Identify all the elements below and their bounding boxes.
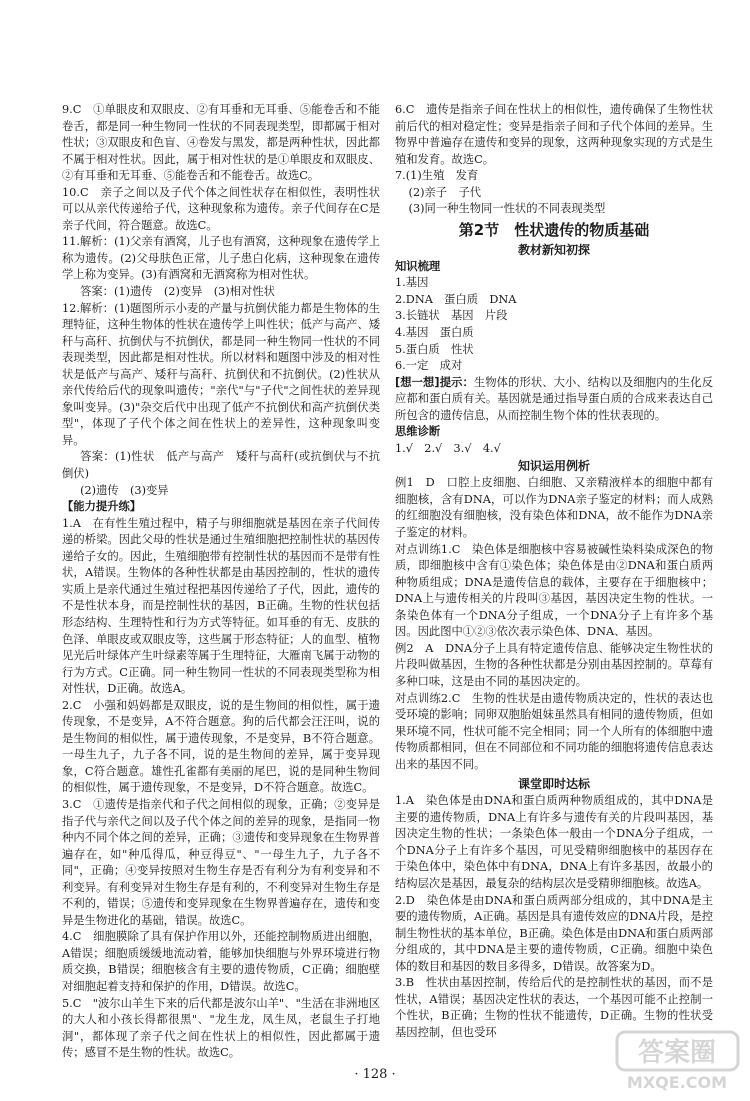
think-label: [想一想]提示： — [395, 375, 474, 389]
training-2: 对点训练2.C 生物的性状是由遗传物质决定的，性状的表达也受环境的影响；同卵双胞胎姐妹虽然具有相同的遗传物质，但如果环境不同，性状可能不完全相同；同一个人所有的体细胞中遗传物质都相同，但在不同部位和不同功能的细胞将遗传信息表达出来的基因不同。 — [395, 691, 713, 771]
page-number: · 128 · — [354, 1067, 396, 1082]
think-text: 生物体的形状、大小、结构以及细胞内的生化反应都和蛋白质有关。基因就是通过指导蛋白质的合成来表达自己所包含的遗传信息，从而控制生物个体的性状表现的。 — [395, 375, 713, 422]
subheading-new-knowledge: 教材新知初探 — [517, 242, 590, 257]
ability-answer-4: 4.C 细胞膜除了具有保护作用以外，还能控制物质进出细胞，A错误；细胞质缓缓地流动着，能够加快细胞与外界环境进行物质交换，B错误；细胞核含有主要的遗传物质，C正确；细胞壁对细胞起着支持和保护的作用，D错误。故选C。 — [62, 930, 380, 993]
knowledge-item-2: 2.DNA 蛋白质 DNA — [395, 292, 517, 306]
label-diagnosis: 思维诊断 — [395, 425, 441, 439]
knowledge-item-4: 4.基因 蛋白质 — [395, 326, 474, 340]
answer-12: 12.解析：(1)题图所示小麦的产量与抗倒伏能力都是生物体的生理特征，这种生物体的性状在遗传学上叫性状；低产与高产、矮秆与高秆、抗倒伏与不抗倒伏，都是同一种生物同一性状的不同表现类型，因此都是相对性状。所以材料和题图中涉及的相对性状是低产与高产、矮秆与高秆、抗倒伏和不抗倒伏。(2)性状从亲代传给后代的现象叫遗传；"亲代"与"子代"之间性状的差异现象叫变异。(3)"杂交后代中出现了低产不抗倒伏和高产抗倒伏类型"，体现了子代个体之间在性状上的差异性，这种现象叫变异。 — [62, 301, 380, 447]
knowledge-item-1: 1.基因 — [395, 276, 429, 290]
think-hint — [395, 375, 713, 425]
answer-10: 10.C 亲子之间以及子代个体之间性状存在相似性，表明性状可以从亲代传递给子代，这种现象称为遗传。亲子代间存在C是亲子代间，符合题意。故选C。 — [62, 185, 380, 232]
example-1: 例1 D 口腔上皮细胞、白细胞、又亲精液样本的细胞中都有细胞核，含有DNA，可以作为DNA亲子鉴定的材料；而人成熟的红细胞没有细胞核，没有染色体和DNA，故不能作为DNA亲子鉴定的材料。 — [395, 476, 713, 540]
left-column — [62, 102, 380, 1062]
answer-12-key-cont: (2)遗传 (3)变异 — [80, 483, 169, 497]
classroom-answer-2: 2.D 染色体是由DNA和蛋白质两部分组成的，其中DNA是主要的遗传物质，A正确。基因是具有遗传效应的DNA片段，是控制生物性状的基本单位，B正确。染色体是由DNA和蛋白质两部分组成的，其中DNA是主要的遗传物质，C正确。细胞中染色体的数目和基因的数目多得多，D错误。故答案为D。 — [395, 893, 713, 973]
ability-answer-2: 2.C 小强和妈妈都是双眼皮，说的是生物间的相似性，属于遗传现象，不是变异，A不符合题意。狗的后代都会汪汪叫，说的是生物间的相似性，属于遗传现象，不是变异，B不符合题意。一母生九子，九子各不同，说的是生物间的差异，属于变异现象，C符合题意。雄性孔雀都有美丽的尾巴，说的是同种生物间的相似性，属于遗传现象，不是变异，D不符合题意。故选C。 — [62, 698, 380, 795]
ability-answer-3: 3.C ①遗传是指亲代和子代之间相似的现象，正确；②变异是指子代与亲代之间以及子代个体之间的差异的现象，是指同一物种内不同个体之间的差异，正确；③遗传和变异现象在生物界普遍存在，如"种瓜得瓜，种豆得豆"、"一母生九子，九子各不同"，正确；④变异按照对生物生存是否有利分为有利变异和不利变异。有利变异对生物生存是有利的，不利变异对生物生存是不利的，错误；⑤遗传和变异现象在生物界普遍存在，遗传和变异是生物进化的基础，错误。故选C。 — [62, 797, 380, 927]
answer-11: 11.解析：(1)父亲有酒窝，儿子也有酒窝，这种现象在遗传学上称为遗传。(2)父母肤色正常，儿子患白化病，这种现象在遗传学上称为变异。(3)有酒窝和无酒窝称为相对性状。 — [62, 235, 380, 282]
example-2: 例2 A DNA分子上具有特定遗传信息、能够决定生物性状的片段叫做基因，生物的各种性状都是分别由基因控制的。草莓有多种口味，这是由不同的基因决定的。 — [395, 641, 713, 688]
training-1: 对点训练1.C 染色体是细胞核中容易被碱性染料染成深色的物质，即细胞核中含有①染色体；染色体是由②DNA和蛋白质两种物质组成；DNA是遗传信息的载体，主要存在于细胞核中；DNA上与遗传相关的片段叫③基因，基因决定生物的性状。一条染色体有一个DNA分子组成，一个DNA分子上有许多个基因。因此图中①②③依次表示染色体、DNA、基因。 — [395, 542, 713, 639]
knowledge-item-5: 5.蛋白质 性状 — [395, 342, 474, 356]
right-column — [395, 102, 713, 1041]
answer-7-2: (2)亲子 子代 — [408, 185, 482, 199]
knowledge-item-6: 6.一定 成对 — [395, 359, 463, 373]
section-heading-ability: 【能力提升练】 — [62, 500, 142, 514]
answer-9: 9.C ①单眼皮和双眼皮、②有耳垂和无耳垂、⑤能卷舌和不能卷舌，都是同一种生物同一性状的不同表现类型，即都属于相对性状；③双眼皮和色盲、④卷发与黑发，都是两种性状，因此都不属于相对性状。因此，属于相对性状的是①单眼皮和双眼皮、②有耳垂和无耳垂、⑤能卷舌和不能卷舌。故选C。 — [62, 103, 380, 183]
subheading-application: 知识运用例析 — [517, 459, 590, 474]
subheading-classroom: 课堂即时达标 — [517, 777, 590, 792]
svg-text:答案圈: 答案圈 — [637, 1038, 717, 1068]
svg-text:MXQE.COM: MXQE.COM — [626, 1073, 728, 1092]
label-knowledge-review: 知识梳理 — [395, 259, 441, 273]
watermark-logo-icon — [615, 1028, 740, 1092]
classroom-answer-1: 1.A 染色体是由DNA和蛋白质两种物质组成的，其中DNA是主要的遗传物质，DNA上有许多与遗传有关的片段叫基因，基因决定生物的性状；一条染色体一般由一个DNA分子组成，一个DNA分子上有许多个基因，可见受精卵细胞核中的基因存在于染色体中，染色体中有DNA，DNA上有许多基因，故最小的结构层次是基因，最复杂的结构层次是受精卵细胞核。故选A。 — [395, 794, 713, 890]
answer-7-3: (3)同一种生物同一性状的不同表现类型 — [408, 202, 606, 216]
ability-answer-5: 5.C "波尔山羊生下来的后代都是波尔山羊"、"生活在非洲地区的大人和小孩长得都很黑"、"龙生龙，凤生凤，老鼠生子打地洞"，都体现了亲子代之间在性状上的相似性，因此都属于遗传；感冒不是生物的性状。故选C。 — [62, 996, 380, 1060]
answer-11-key: 答案：(1)遗传 (2)变异 (3)相对性状 — [80, 285, 275, 299]
answer-7: 7.(1)生殖 发育 — [395, 169, 479, 183]
diagnosis-answers: 1.√ 2.√ 3.√ 4.√ — [395, 441, 501, 455]
section-title: 第2节 性状遗传的物质基础 — [458, 220, 650, 239]
knowledge-item-3: 3.长链状 基因 片段 — [395, 309, 508, 323]
answer-6: 6.C 遗传是指亲子间在性状上的相似性，遗传确保了生物性状前后代的相对稳定性；变异是指亲子间和子代个体间的差异。生物界中普遍存在遗传和变异的现象，这两种现象实现的方式是生殖和发育。故选C。 — [395, 103, 713, 166]
ability-answer-1: 1.A 在有性生殖过程中，精子与卵细胞就是基因在亲子代间传递的桥梁。因此父母的性状是通过生殖细胞把控制性状的基因传递给子女的。因此，生殖细胞带有控制性状的基因而不是带有性状，A错误。生物体的各种性状都是由基因控制的，性状的遗传实质上是亲代通过生殖过程把基因传递给了子代，因此，遗传的不是性状本身，而是控制性状的基因，B正确。生物的性状包括形态结构、生理特性和行为方式等特征。如耳垂的有无、皮肤的色泽、单眼皮或双眼皮等，这些属于形态特征；人的血型、植物见光后叶绿体产生叶绿素等属于生理特征，大雁南飞属于动物的行为方式。C正确。同一种生物同一性状的不同表现类型称为相对性状，D正确。故选A。 — [62, 516, 380, 696]
answer-12-key: 答案：(1)性状 低产与高产 矮秆与高秆(或抗倒伏与不抗倒伏) — [62, 450, 380, 481]
classroom-answer-3: 3.B 性状由基因控制，传给后代的是控制性状的基因，而不是性状，A错误；基因决定性状的表达，一个基因可能不止控制一个性状，B正确；生物的性状不能遗传，D正确。生物的性状受基因控制，但也受环 — [395, 976, 713, 1039]
